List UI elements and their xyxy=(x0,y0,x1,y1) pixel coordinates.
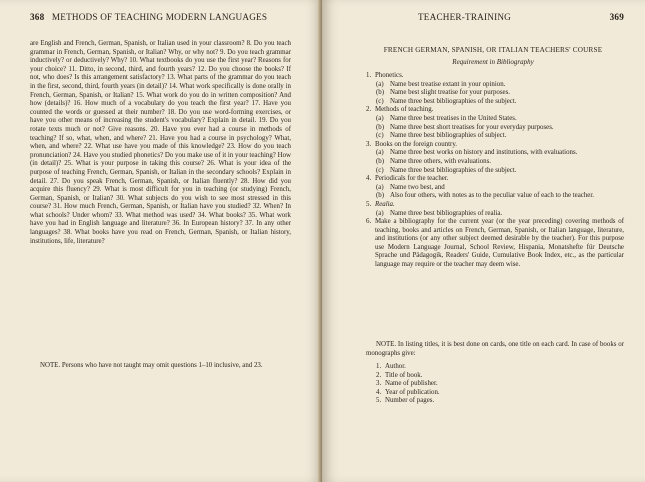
list-text: Title of book. xyxy=(385,371,423,379)
item-letter: (a) xyxy=(376,114,384,122)
outline-item xyxy=(366,98,624,107)
bibliography-outline xyxy=(366,72,624,270)
item-text: Name three best bibliographies of subject. xyxy=(390,132,507,140)
questionnaire-text: are English and French, German, Spanish, or Italian used in your classroom? 8. Do you teach grammar in French, German, Spanish, or Italian? Why, or why not? 9. Do you teach grammar inductively? or deductively? Why? 10. What textbooks do you use the first year? Reasons for your choice? 11. Ditto, in second, third, and fourth years? 12. Do you choose the books? If not, who does? Is this arrangement satisfactory? 13. What parts of the grammar do you teach in the first, second, third, fourth years (in detail)? 14. What work specifically is done orally in French, German, Spanish, or Italian? 15. What work do you do in written composition? And how (details)? 16. How much of a vocabulary do you teach the first year? 17. Have you counted the words or guessed at their number? 18. Do you use word-forming exercises, or have you other means of increasing the student's vocabulary? Explain in detail. 19. Do you rotate texts much or not? Give reasons. 20. Have you ever had a course in methods of teaching? If so, what, when, and where? 21. Have you had a course in psychology? What, when, and where? 22. What use have you made of this knowledge? 23. How do you teach pronunciation? 24. Have you studied phonetics? Do you make use of it in your teaching? How (in detail)? 25. What is your purpose in taking this course? 26. What is your idea of the purpose of teaching French, German, Spanish, or Italian in the secondary schools? Explain in detail. 27. Do you speak French, German, Spanish, or Italian fluently? 28. How did you acquire this fluency? 29. What is most difficult for you in teaching (or studying) French, German, Spanish, or Italian? 30. What subjects do you wish to see most stressed in this course? 31. How much French, German, Spanish, or Italian have you studied? 32. When? In what schools? Under whom? 33. What method was used? 34. What books? 35. What work have you had in English language and literature? 36. In European history? 37. In any other languages? 38. What books have you read on French, German, Spanish, or Italian history, institutions, life, literature? xyxy=(30,40,291,245)
item-letter: (c) xyxy=(376,97,384,105)
section-number: 3. xyxy=(366,140,372,148)
item-letter: (a) xyxy=(376,149,384,157)
outline-item xyxy=(366,89,624,98)
outline-section xyxy=(366,141,624,150)
list-text: Number of pages. xyxy=(385,397,435,405)
item-letter: (a) xyxy=(376,209,384,217)
section-label: Books on the foreign country. xyxy=(375,140,458,148)
outline-section xyxy=(366,72,624,81)
item-text: Name three best works on history and institutions, with evaluations. xyxy=(390,149,578,157)
section-label: Realia. xyxy=(375,200,395,208)
item-letter: (c) xyxy=(376,132,384,140)
right-page-note: NOTE. In listing titles, it is best done on cards, one title on each card. In case of books or monographs give: xyxy=(366,341,624,357)
item-text: Name three best short treatises for your everyday purposes. xyxy=(390,123,554,131)
course-subtitle: Requirement in Bibliography xyxy=(452,58,534,66)
right-page-number: 369 xyxy=(609,12,624,22)
item-text: Name three best treatises in the United States. xyxy=(390,114,517,122)
right-page xyxy=(322,0,645,482)
outline-section xyxy=(366,175,624,184)
item-letter: (a) xyxy=(376,183,384,191)
outline-item xyxy=(366,115,624,124)
section-label: Methods of teaching. xyxy=(375,106,434,114)
item-text: Name three others, with evaluations. xyxy=(390,157,492,165)
outline-item xyxy=(366,184,624,193)
course-title: FRENCH GERMAN, SPANISH, OR ITALIAN TEACHERS' COURSE xyxy=(383,46,603,54)
section-number: 6. xyxy=(366,218,372,226)
list-number: 5. xyxy=(376,397,382,405)
outline-section xyxy=(366,201,624,210)
list-number: 1. xyxy=(376,363,382,370)
list-item xyxy=(376,380,576,389)
left-page-number: 368 xyxy=(30,12,45,22)
item-text: Name two best, and xyxy=(390,183,445,191)
list-number: 2. xyxy=(376,371,382,379)
left-page-header xyxy=(30,12,267,22)
left-page xyxy=(0,0,322,482)
item-text: Also four others, with notes as to the peculiar value of each to the teacher. xyxy=(390,192,594,200)
outline-item xyxy=(366,81,624,90)
list-number: 4. xyxy=(376,388,382,396)
item-text: Name three best bibliographies of the subject. xyxy=(390,97,517,105)
outline-item xyxy=(366,210,624,219)
list-item xyxy=(376,397,576,406)
list-text: Name of publisher. xyxy=(385,380,438,388)
section-label: Make a bibliography for the current year (or the year preceding) covering methods of teaching, books and articles on French, German, Spanish, or Italian language, literature, and institutions (or any other subject deemed desirable by the teacher). For this purpose use Modern Language Journal, School Review, Hispania, Monatshefte für Deutsche Sprache und Pädagogik, Readers' Guide, Cumulative Book Index, etc., as the particular language may require or the teacher may deem wise. xyxy=(375,218,624,269)
item-text: Name best treatise extant in your opinion. xyxy=(390,80,506,88)
right-page-running-title: TEACHER-TRAINING xyxy=(418,12,512,22)
section-number: 5. xyxy=(366,200,372,208)
outline-section xyxy=(366,218,624,270)
item-letter: (a) xyxy=(376,80,384,88)
item-letter: (b) xyxy=(376,157,385,165)
left-page-running-title: METHODS OF TEACHING MODERN LANGUAGES xyxy=(51,12,268,22)
card-fields-list xyxy=(376,363,576,406)
item-letter: (b) xyxy=(376,123,385,131)
outline-item xyxy=(366,167,624,176)
item-text: Name best slight treatise for your purposes. xyxy=(390,89,510,97)
outline-item xyxy=(366,192,624,201)
section-number: 1. xyxy=(366,72,372,79)
outline-section xyxy=(366,106,624,115)
item-text: Name three best bibliographies of realia. xyxy=(390,209,503,217)
list-number: 3. xyxy=(376,380,382,388)
item-text: Name three best bibliographies of the subject. xyxy=(390,166,517,174)
item-letter: (b) xyxy=(376,89,385,97)
left-page-note: NOTE. Persons who have not taught may omit questions 1–10 inclusive, and 23. xyxy=(40,362,263,369)
list-text: Year of publication. xyxy=(385,388,440,396)
list-item xyxy=(376,372,576,381)
section-number: 4. xyxy=(366,175,372,183)
section-label: Phonetics. xyxy=(375,72,404,79)
item-letter: (b) xyxy=(376,192,385,200)
outline-item xyxy=(366,132,624,141)
outline-item xyxy=(366,124,624,133)
list-item xyxy=(376,389,576,398)
list-text: Author. xyxy=(385,363,406,370)
list-item xyxy=(376,363,576,372)
outline-item xyxy=(366,149,624,158)
item-letter: (c) xyxy=(376,166,384,174)
outline-item xyxy=(366,158,624,167)
section-label: Periodicals for the teacher. xyxy=(375,175,449,183)
section-number: 2. xyxy=(366,106,372,114)
